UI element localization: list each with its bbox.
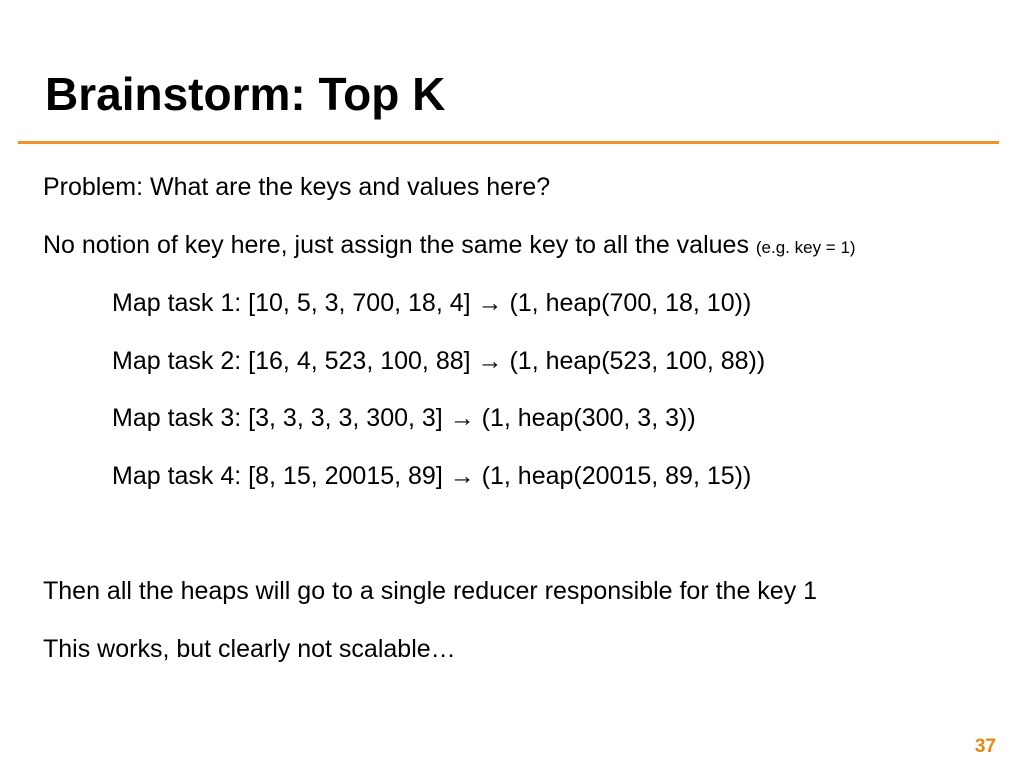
map-task-1: Map task 1: [10, 5, 3, 700, 18, 4] → (1, heap(700, 18, 10)): [112, 289, 752, 317]
single-reducer-text: Then all the heaps will go to a single reducer responsible for the key 1: [43, 577, 818, 605]
map-task-4: Map task 4: [8, 15, 20015, 89] → (1, heap(20015, 89, 15)): [112, 462, 752, 490]
key-example-note: (e.g. key = 1): [755, 238, 856, 257]
map-task-3: Map task 3: [3, 3, 3, 3, 300, 3] → (1, heap(300, 3, 3)): [112, 404, 696, 432]
title-divider: [18, 141, 999, 144]
key-assignment-text: [43, 230, 856, 263]
scalability-text: This works, but clearly not scalable…: [43, 635, 456, 663]
slide-title: Brainstorm: Top K: [45, 68, 446, 120]
page-number: 37: [974, 736, 996, 757]
problem-text: Problem: What are the keys and values here?: [43, 173, 551, 201]
map-task-2: Map task 2: [16, 4, 523, 100, 88] → (1, heap(523, 100, 88)): [112, 347, 766, 375]
key-assignment-main: No notion of key here, just assign the same key to all the values: [43, 231, 756, 259]
